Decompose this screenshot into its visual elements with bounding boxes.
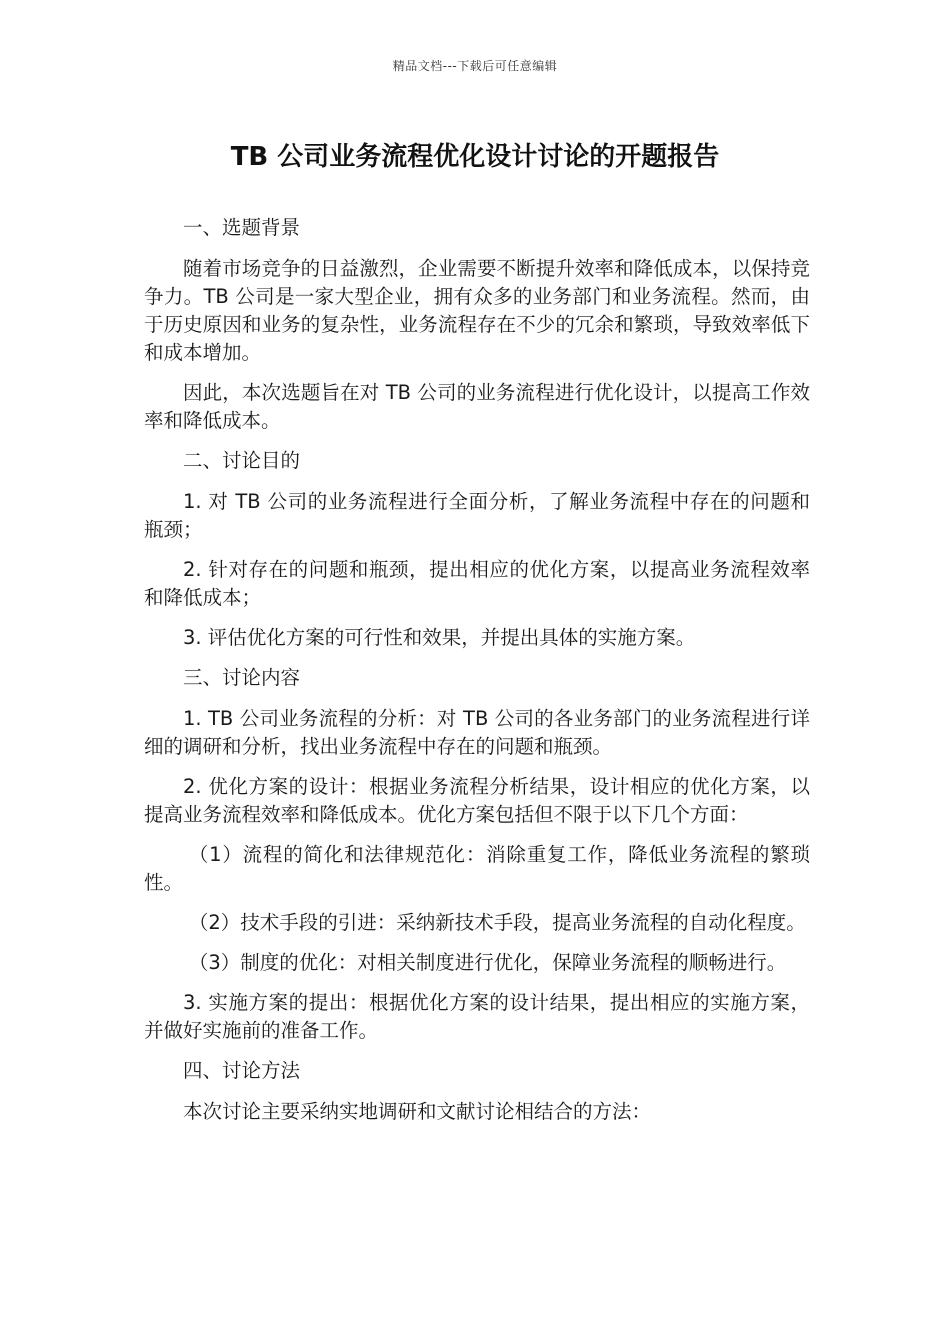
section-heading-purpose: 二、讨论目的 bbox=[183, 449, 301, 472]
content-item-2: 2. 优化方案的设计：根据业务流程分析结果，设计相应的优化方案，以提高业务流程效率和降低成本。优化方案包括但不限于以下几个方面： bbox=[144, 775, 810, 826]
paragraph-method-1: 本次讨论主要采纳实地调研和文献讨论相结合的方法： bbox=[183, 1100, 652, 1123]
content-subitem-2: （2）技术手段的引进：采纳新技术手段，提高业务流程的自动化程度。 bbox=[188, 911, 806, 934]
purpose-item-3: 3. 评估优化方案的可行性和效果，并提出具体的实施方案。 bbox=[183, 626, 696, 649]
section-heading-background: 一、选题背景 bbox=[183, 216, 301, 239]
purpose-item-2: 2. 针对存在的问题和瓶颈，提出相应的优化方案，以提高业务流程效率和降低成本； bbox=[144, 558, 810, 609]
document-title: TB 公司业务流程优化设计讨论的开题报告 bbox=[230, 142, 720, 172]
content-subitem-1: （1）流程的简化和法律规范化：消除重复工作，降低业务流程的繁琐性。 bbox=[144, 843, 810, 894]
purpose-item-1: 1. 对 TB 公司的业务流程进行全面分析，了解业务流程中存在的问题和瓶颈； bbox=[144, 490, 810, 541]
section-heading-content: 三、讨论内容 bbox=[183, 666, 301, 689]
section-heading-method: 四、讨论方法 bbox=[183, 1059, 301, 1082]
paragraph-background-2: 因此，本次选题旨在对 TB 公司的业务流程进行优化设计，以提高工作效率和降低成本。 bbox=[144, 381, 810, 432]
header-note: 精品文档---下载后可任意编辑 bbox=[392, 59, 558, 73]
content-item-1: 1. TB 公司业务流程的分析：对 TB 公司的各业务部门的业务流程进行详细的调研和分析，找出业务流程中存在的问题和瓶颈。 bbox=[144, 707, 810, 758]
paragraph-background-1: 随着市场竞争的日益激烈，企业需要不断提升效率和降低成本，以保持竞争力。TB 公司是一家大型企业，拥有众多的业务部门和业务流程。然而，由于历史原因和业务的复杂性，业务流程存在不少的冗余和繁琐，导致效率低下和成本增加。 bbox=[144, 257, 810, 364]
document-body bbox=[144, 214, 810, 1138]
content-subitem-3: （3）制度的优化：对相关制度进行优化，保障业务流程的顺畅进行。 bbox=[188, 951, 787, 974]
content-item-3: 3. 实施方案的提出：根据优化方案的设计结果，提出相应的实施方案，并做好实施前的准备工作。 bbox=[144, 991, 810, 1042]
